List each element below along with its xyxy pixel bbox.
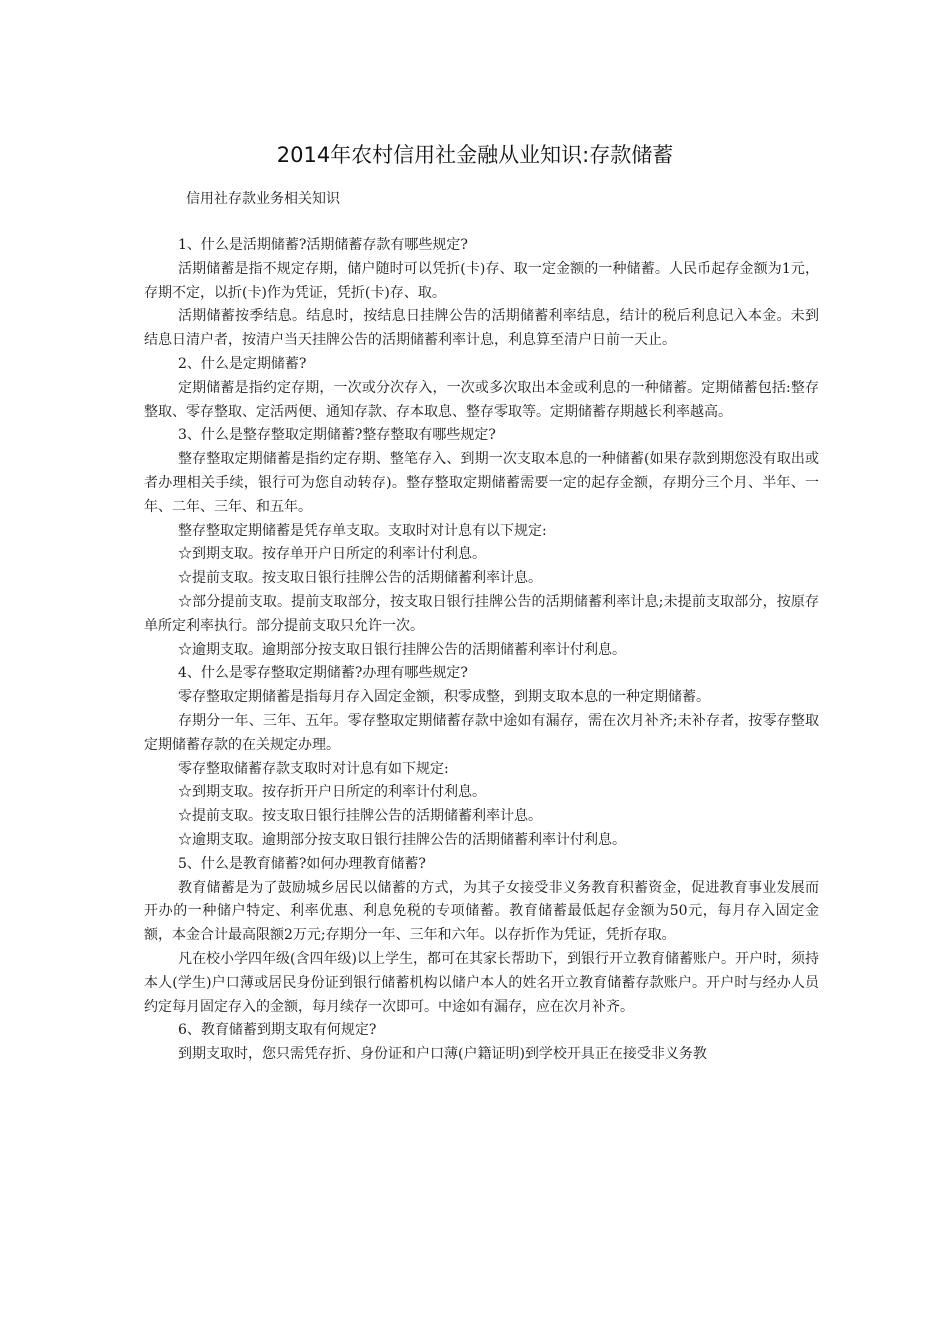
paragraph: 6、教育储蓄到期支取有何规定? (178, 1022, 377, 1039)
paragraph: 活期储蓄按季结息。结息时，按结息日挂牌公告的活期储蓄利率结息，结计的税后利息记入本金。未到结息日清户者，按清户当天挂牌公告的活期储蓄利率计息，利息算至清户日前一天止。 (144, 308, 819, 349)
paragraph: ☆逾期支取。逾期部分按支取日银行挂牌公告的活期储蓄利率计付利息。 (178, 831, 626, 848)
document-title: 2014年农村信用社金融从业知识:存款储蓄 (276, 143, 674, 167)
paragraph: 存期分一年、三年、五年。零存整取定期储蓄存款中途如有漏存，需在次月补齐;未补存者，按零存整取定期储蓄存款的在关规定办理。 (144, 712, 819, 753)
document-subtitle: 信用社存款业务相关知识 (186, 191, 340, 207)
document-body (144, 234, 819, 1067)
paragraph: 5、什么是教育储蓄?如何办理教育储蓄? (178, 855, 426, 872)
paragraph: 3、什么是整存整取定期储蓄?整存整取有哪些规定? (178, 427, 496, 444)
paragraph: 到期支取时，您只需凭存折、身份证和户口薄(户籍证明)到学校开具正在接受非义务教 (178, 1046, 707, 1063)
paragraph: ☆提前支取。按支取日银行挂牌公告的活期储蓄利率计息。 (178, 570, 542, 587)
paragraph: ☆到期支取。按存折开户日所定的利率计付利息。 (178, 784, 486, 801)
paragraph: 整存整取定期储蓄是指约定存期、整笔存入、到期一次支取本息的一种储蓄(如果存款到期您没有取出或者办理相关手续，银行可为您自动转存)。整存整取定期储蓄需要一定的起存金额，存期分三个月、半年、一年、二年、三年、和五年。 (144, 451, 819, 515)
paragraph: ☆部分提前支取。提前支取部分，按支取日银行挂牌公告的活期储蓄利率计息;未提前支取部分，按原存单所定利率执行。部分提前支取只允许一次。 (144, 593, 819, 634)
paragraph: ☆到期支取。按存单开户日所定的利率计付利息。 (178, 546, 486, 563)
paragraph: 2、什么是定期储蓄? (178, 355, 307, 372)
paragraph: 教育储蓄是为了鼓励城乡居民以储蓄的方式，为其子女接受非义务教育积蓄资金，促进教育事业发展而开办的一种储户特定、利率优惠、利息免税的专项储蓄。教育储蓄最低起存金额为50元，每月存入固定金额，本金合计最高限额2万元;存期分一年、三年和六年。以存折作为凭证，凭折存取。 (144, 879, 819, 944)
paragraph: 凡在校小学四年级(含四年级)以上学生，都可在其家长帮助下，到银行开立教育储蓄账户。开户时，须持本人(学生)户口薄或居民身份证到银行储蓄机构以储户本人的姓名开立教育储蓄存款账户。开户时与经办人员约定每月固定存入的金额，每月续存一次即可。中途如有漏存，应在次月补齐。 (144, 950, 819, 1015)
paragraph: 零存整取定期储蓄是指每月存入固定金额，积零成整，到期支取本息的一种定期储蓄。 (178, 689, 710, 706)
paragraph: 活期储蓄是指不规定存期，储户随时可以凭折(卡)存、取一定金额的一种储蓄。人民币起存金额为1元，存期不定，以折(卡)作为凭证，凭折(卡)存、取。 (144, 260, 819, 301)
paragraph: 1、什么是活期储蓄?活期储蓄存款有哪些规定? (178, 237, 468, 253)
paragraph: 整存整取定期储蓄是凭存单支取。支取时对计息有以下规定: (178, 522, 547, 539)
paragraph: ☆提前支取。按支取日银行挂牌公告的活期储蓄利率计息。 (178, 808, 542, 825)
paragraph: 定期储蓄是指约定存期，一次或分次存入，一次或多次取出本金或利息的一种储蓄。定期储蓄包括:整存整取、零存整取、定活两便、通知存款、存本取息、整存零取等。定期储蓄存期越长利率越高。 (144, 379, 819, 420)
paragraph: 4、什么是零存整取定期储蓄?办理有哪些规定? (178, 665, 468, 682)
paragraph: 零存整取储蓄存款支取时对计息有如下规定: (178, 760, 449, 777)
paragraph: ☆逾期支取。逾期部分按支取日银行挂牌公告的活期储蓄利率计付利息。 (178, 641, 626, 658)
